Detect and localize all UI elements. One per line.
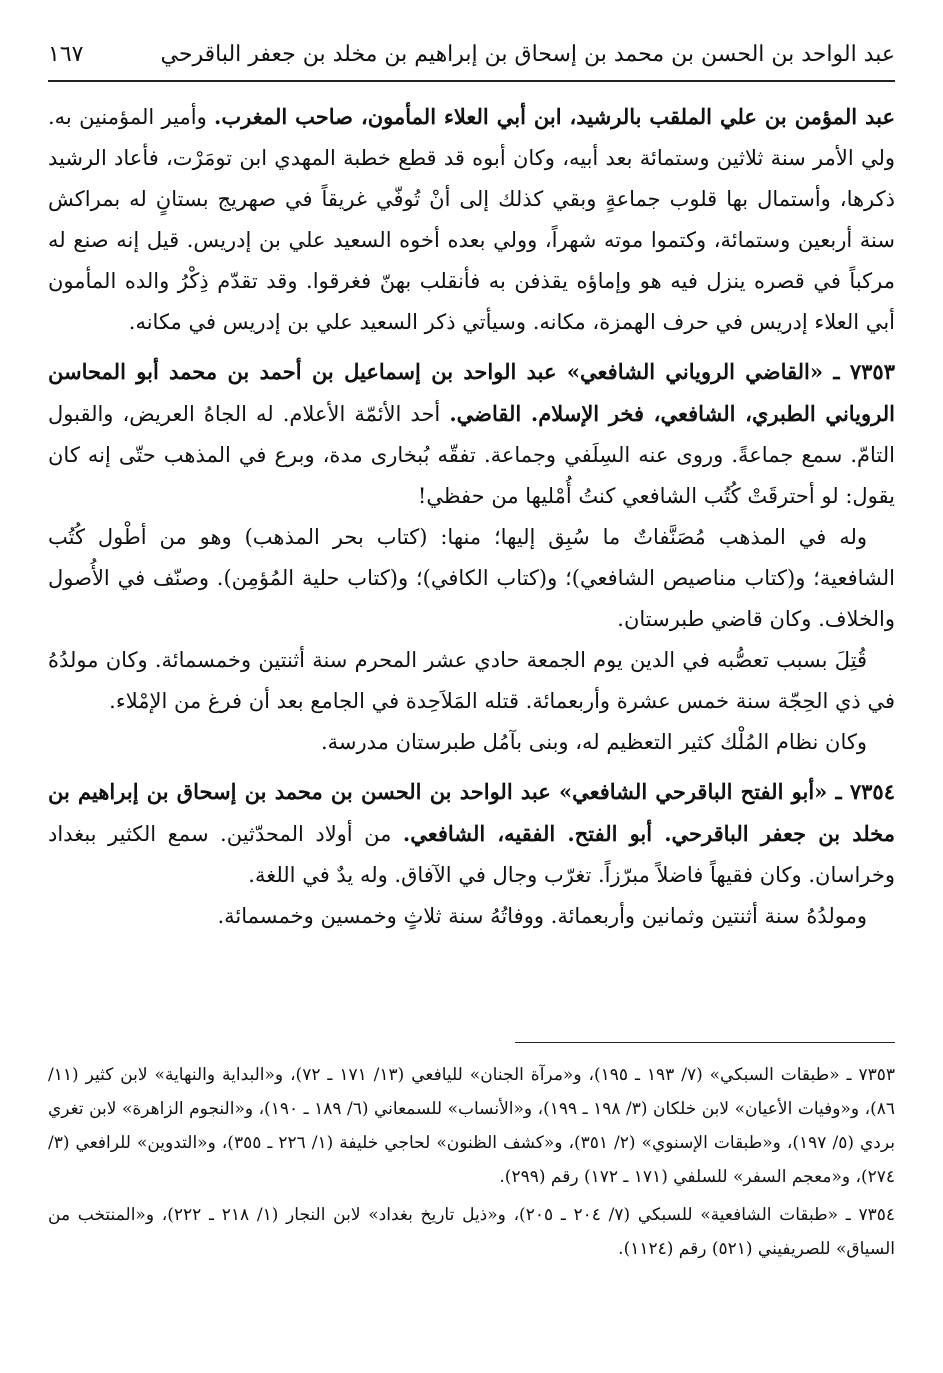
paragraph-abd-al-mumin xyxy=(48,96,895,343)
entry-text: من أولاد المحدّثين. سمع الكثير ببغداد وخراسان. وكان فقيهاً فاضلاً مبرّزاً. تغرّب وجال في الآفاق. وله يدٌ في اللغة. xyxy=(48,822,895,887)
entry-7353-paragraph-3: قُتِلَ بسبب تعصُّبه في الدين يوم الجمعة حادي عشر المحرم سنة أثنتين وخمسمائة. وكان مولدُهُ في ذي الحِجّة سنة خمس عشرة وأربعمائة. قتله المَلاَحِدة في الجامع بعد أن فرغ من الإمْلاء. xyxy=(48,648,895,713)
entry-text: وأمير المؤمنين به. ولي الأمر سنة ثلاثين وستمائة بعد أبيه، وكان أبوه قد قطع خطبة المهدي ابن تومَرْت، فأعاد الرشيد ذكرها، وأستمال بها قلوب جماعةٍ وبقي كذلك إلى أنْ تُوفّي غريقاً في صهريج بستانٍ له بمراكش سنة أربعين وستمائة، وكتموا موته شهراً، وولي بعده أخوه السعيد علي بن إدريس. قيل إنه صنع له مركباً في قصره ينزل فيه هو وإماؤه يقذفن به فأنقلب بهنّ فغرقوا. وقد تقدّم ذِكْرُ والده المأمون أبي العلاء إدريس في حرف الهمزة، مكانه. وسيأتي ذكر السعيد علي بن إدريس في مكانه. xyxy=(48,105,895,334)
running-title: عبد الواحد بن الحسن بن محمد بن إسحاق بن إبراهيم بن مخلد بن جعفر الباقرحي xyxy=(160,41,895,67)
page-header xyxy=(48,30,895,78)
entry-7354-paragraph-2: ومولدُهُ سنة أثنتين وثمانين وأربعمائة. ووفاتُهُ سنة ثلاثٍ وخمسين وخمسمائة. xyxy=(217,904,867,928)
footnotes xyxy=(48,1058,895,1270)
entry-heading: ٧٣٥٤ ـ «أبو الفتح الباقرحي الشافعي» عبد الواحد بن الحسن بن محمد بن إسحاق بن إبراهيم بن مخلد بن جعفر الباقرحي. أبو الفتح. الفقيه، الشافعي. xyxy=(48,779,895,846)
footnote-rule xyxy=(515,1042,895,1043)
entry-heading: ٧٣٥٣ ـ «القاضي الروياني الشافعي» عبد الواحد بن إسماعيل بن أحمد بن محمد أبو المحاسن الروياني الطبري، الشافعي، فخر الإسلام. القاضي. xyxy=(48,359,895,426)
entry-heading: عبد المؤمن بن علي الملقب بالرشيد، ابن أبي العلاء المأمون، صاحب المغرب. xyxy=(214,104,895,129)
entry-7353-paragraph-2: وله في المذهب مُصَنَّفاتٌ ما سُبِق إليها؛ منها: (كتاب بحر المذهب) وهو من أطْول كُتُب الشافعية؛ و(كتاب مناصيص الشافعي)؛ و(كتاب الكافي)؛ و(كتاب حلية المُؤمِن). وصنّف في الأُصول والخلاف. وكان قاضي طبرستان. xyxy=(48,525,895,631)
header-rule xyxy=(48,80,895,82)
entry-7353 xyxy=(48,351,895,517)
page-number: ١٦٧ xyxy=(48,41,84,67)
footnote-7353: ٧٣٥٣ ـ «طبقات السبكي» (٧/ ١٩٣ ـ ١٩٥)، و«مرآة الجنان» لليافعي (١٣/ ١٧١ ـ ٧٢)، و«البداية والنهاية» لابن كثير (١١/ ٨٦)، و«وفيات الأعيان» لابن خلكان (٣/ ١٩٨ ـ ١٩٩)، و«الأنساب» للسمعاني (٦/ ١٨٩ ـ ١٩٠)، و«النجوم الزاهرة» لابن تغري بردي (٥/ ١٩٧)، و«طبقات الإسنوي» (٢/ ٣٥١)، و«كشف الظنون» لحاجي خليفة (١/ ٢٢٦ ـ ٣٥٥)، و«التدوين» للرافعي (٣/ ٢٧٤)، و«معجم السفر» للسلفي (١٧١ ـ ١٧٢) رقم (٢٩٩). xyxy=(48,1065,895,1187)
footnote-7354: ٧٣٥٤ ـ «طبقات الشافعية» للسبكي (٧/ ٢٠٤ ـ ٢٠٥)، و«ذيل تاريخ بغداد» لابن النجار (١/ ٢١٨ ـ ٢٢٢)، و«المنتخب من السياق» للصريفيني (٥٢١) رقم (١١٢٤). xyxy=(48,1205,895,1259)
entry-7353-paragraph-4: وكان نظام المُلْك كثير التعظيم له، وبنى بآمُل طبرستان مدرسة. xyxy=(320,730,867,754)
main-text xyxy=(48,96,895,937)
entry-text: أحد الأئمّة الأعلام. له الجاهُ العريض، والقبول التامّ. سمع جماعةً. وروى عنه السِلَفي وجماعة. تفقّه بُبخارى مدة، وبرع في المذهب حتّى إنه كان يقول: لو أحترقَتْ كُتُب الشافعي كنتُ أُمْليها من حفظي! xyxy=(48,402,895,508)
entry-7354 xyxy=(48,771,895,896)
